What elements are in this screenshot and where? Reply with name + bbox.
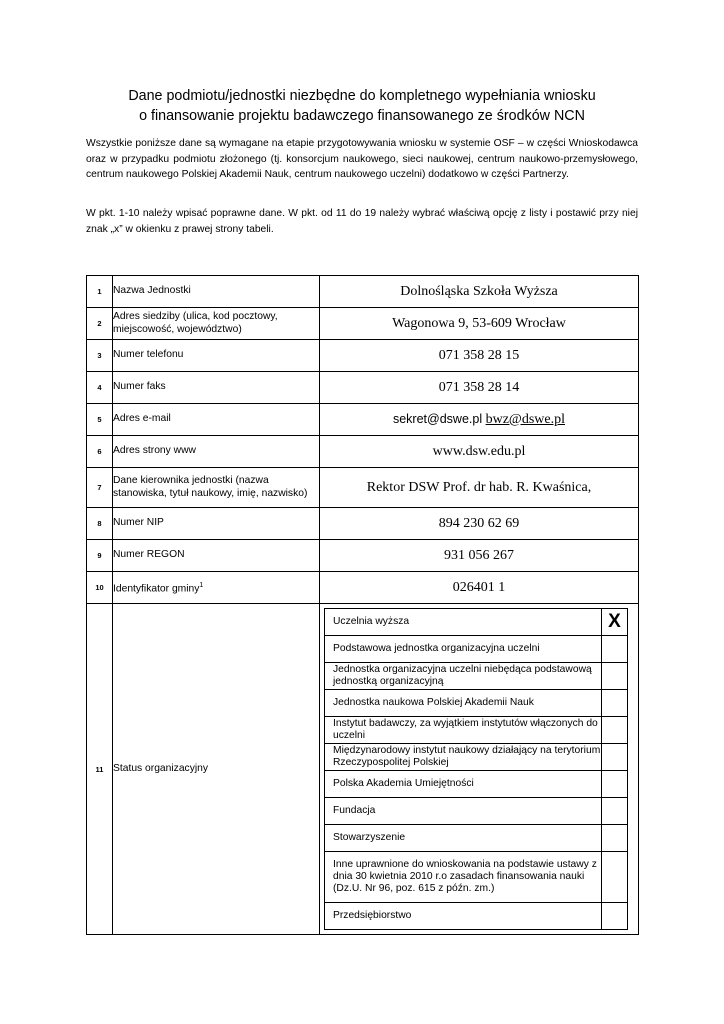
status-option-checkbox[interactable] <box>602 771 628 798</box>
status-option-checkbox[interactable] <box>602 798 628 825</box>
row-number: 9 <box>87 540 113 572</box>
email-address-2[interactable]: bwz@dswe.pl <box>485 411 565 427</box>
status-option-label: Uczelnia wyższa <box>325 609 602 636</box>
document-title <box>0 86 724 126</box>
row-number: 10 <box>87 572 113 604</box>
table-row <box>87 468 639 508</box>
status-option-label: Jednostka organizacyjna uczelni niebędąca podstawową jednostką organizacyjną <box>325 663 602 690</box>
footnote-marker: 1 <box>199 581 204 589</box>
email-address-1[interactable]: sekret@dswe.pl <box>392 411 483 426</box>
field-value-email[interactable] <box>320 404 639 436</box>
status-option-checkbox[interactable] <box>602 903 628 930</box>
table-row <box>87 540 639 572</box>
field-value-website[interactable]: www.dsw.edu.pl <box>320 436 639 468</box>
status-option-label: Przedsiębiorstwo <box>325 903 602 930</box>
field-value-head-of-unit[interactable]: Rektor DSW Prof. dr hab. R. Kwaśnica, <box>320 468 639 508</box>
org-status-options-table <box>324 608 628 930</box>
status-option-row <box>325 663 628 690</box>
status-option-row <box>325 825 628 852</box>
title-line-1: Dane podmiotu/jednostki niezbędne do kompletnego wypełniania wniosku <box>128 88 596 104</box>
commune-id-label-text: Identyfikator gminy <box>113 582 200 594</box>
field-label-org-status: Status organizacyjny <box>113 604 320 935</box>
field-value-regon[interactable]: 931 056 267 <box>320 540 639 572</box>
status-option-label: Instytut badawczy, za wyjątkiem instytutów włączonych do uczelni <box>325 717 602 744</box>
table-row <box>87 604 639 935</box>
table-row <box>87 404 639 436</box>
status-option-row <box>325 852 628 903</box>
status-option-label: Fundacja <box>325 798 602 825</box>
status-option-checkbox[interactable] <box>602 744 628 771</box>
row-number: 6 <box>87 436 113 468</box>
field-label-regon: Numer REGON <box>113 540 320 572</box>
status-option-label: Jednostka naukowa Polskiej Akademii Nauk <box>325 690 602 717</box>
status-option-checkbox[interactable] <box>602 852 628 903</box>
field-label-entity-name: Nazwa Jednostki <box>113 276 320 308</box>
status-option-row <box>325 690 628 717</box>
table-row <box>87 508 639 540</box>
field-value-nip[interactable]: 894 230 62 69 <box>320 508 639 540</box>
status-option-checkbox[interactable] <box>602 717 628 744</box>
field-label-website: Adres strony www <box>113 436 320 468</box>
row-number: 8 <box>87 508 113 540</box>
row-number: 2 <box>87 308 113 340</box>
status-option-label: Polska Akademia Umiejętności <box>325 771 602 798</box>
title-line-2: o finansowanie projektu badawczego finansowanego ze środków NCN <box>139 108 585 124</box>
status-option-label: Stowarzyszenie <box>325 825 602 852</box>
status-option-checkbox[interactable] <box>602 663 628 690</box>
field-value-fax[interactable]: 071 358 28 14 <box>320 372 639 404</box>
status-option-row <box>325 744 628 771</box>
row-number: 5 <box>87 404 113 436</box>
field-label-nip: Numer NIP <box>113 508 320 540</box>
status-option-row <box>325 798 628 825</box>
status-option-row <box>325 771 628 798</box>
field-label-commune-id <box>113 572 320 604</box>
entity-data-table <box>86 275 639 935</box>
table-row <box>87 372 639 404</box>
status-option-checkbox[interactable]: X <box>602 609 628 636</box>
status-option-checkbox[interactable] <box>602 825 628 852</box>
field-label-address: Adres siedziby (ulica, kod pocztowy, miejscowość, województwo) <box>113 308 320 340</box>
status-option-label: Międzynarodowy instytut naukowy działający na terytorium Rzeczypospolitej Polskiej <box>325 744 602 771</box>
status-option-label: Inne uprawnione do wnioskowania na podstawie ustawy z dnia 30 kwietnia 2010 r.o zasadach finansowania nauki (Dz.U. Nr 96, poz. 615 z późn. zm.) <box>325 852 602 903</box>
status-option-label: Podstawowa jednostka organizacyjna uczelni <box>325 636 602 663</box>
status-option-row <box>325 717 628 744</box>
intro-paragraph-2: W pkt. 1-10 należy wpisać poprawne dane. W pkt. od 11 do 19 należy wybrać właściwą opcję z listy i postawić przy niej znak „x” w okienku z prawej strony tabeli. <box>86 208 638 235</box>
status-option-row <box>325 636 628 663</box>
field-label-fax: Numer faks <box>113 372 320 404</box>
table-row <box>87 436 639 468</box>
row-number: 4 <box>87 372 113 404</box>
intro-paragraph-1: Wszystkie poniższe dane są wymagane na etapie przygotowywania wniosku w systemie OSF – w części Wnioskodawca oraz w przypadku podmiotu złożonego (tj. konsorcjum naukowego, sieci naukowej, centrum naukowo-przemysłowego, centrum naukowego Polskiej Akademii Nauk, centrum naukowego uczelni) dodatkowo w części Partnerzy. <box>86 138 638 180</box>
table-row <box>87 572 639 604</box>
row-number: 7 <box>87 468 113 508</box>
field-value-entity-name[interactable]: Dolnośląska Szkoła Wyższa <box>320 276 639 308</box>
field-label-email: Adres e-mail <box>113 404 320 436</box>
field-label-phone: Numer telefonu <box>113 340 320 372</box>
row-number: 1 <box>87 276 113 308</box>
table-row <box>87 308 639 340</box>
table-row <box>87 276 639 308</box>
table-row <box>87 340 639 372</box>
row-number: 11 <box>87 604 113 935</box>
row-number: 3 <box>87 340 113 372</box>
org-status-cell <box>320 604 639 935</box>
status-option-checkbox[interactable] <box>602 690 628 717</box>
status-option-row <box>325 609 628 636</box>
field-value-phone[interactable]: 071 358 28 15 <box>320 340 639 372</box>
field-value-address[interactable]: Wagonowa 9, 53-609 Wrocław <box>320 308 639 340</box>
field-label-head-of-unit: Dane kierownika jednostki (nazwa stanowiska, tytuł naukowy, imię, nazwisko) <box>113 468 320 508</box>
status-option-row <box>325 903 628 930</box>
field-value-commune-id[interactable]: 026401 1 <box>320 572 639 604</box>
status-option-checkbox[interactable] <box>602 636 628 663</box>
